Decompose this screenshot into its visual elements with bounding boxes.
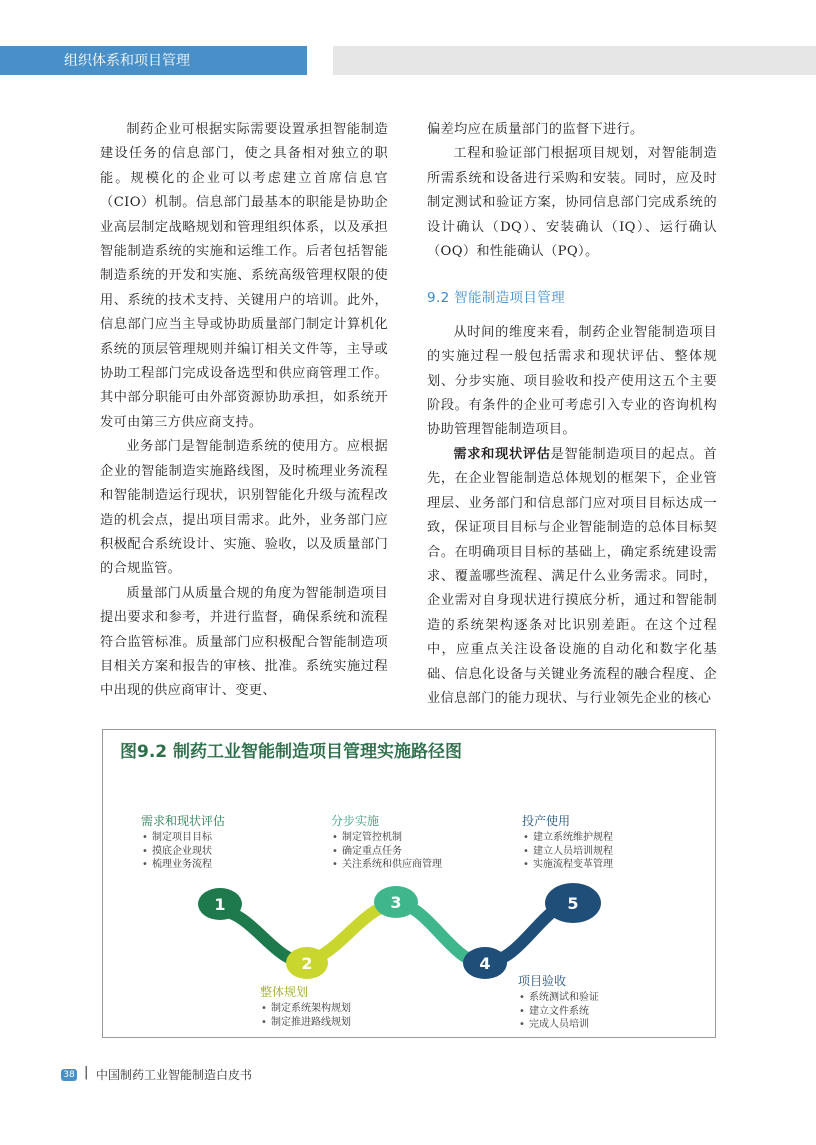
stage-marker-1	[198, 888, 242, 920]
stage-marker-5	[545, 883, 601, 923]
footer-book-title: 中国制药工业智能制造白皮书	[96, 1068, 253, 1082]
stage-marker-3	[374, 886, 418, 918]
stage-1-block	[141, 813, 225, 872]
header-title: 组织体系和项目管理	[64, 53, 190, 69]
left-paragraph-2: 业务部门是智能制造系统的使用方。应根据企业的智能制造实施路线图，及时梳理业务流程和智能制造运行现状，识别智能化升级与流程改造的机会点，提出项目需求。此外，业务部门应积极配合系统设计、实施、验收，以及质量部门的合规监管。	[100, 439, 388, 577]
roadmap-path	[102, 729, 716, 1038]
stage-5-item: • 建立人员培训规程	[522, 845, 613, 859]
right-column	[427, 118, 717, 711]
stage-1-title: 需求和现状评估	[141, 814, 226, 828]
stage-1-item: • 摸底企业现状	[141, 845, 225, 859]
stage-number-3: 3	[390, 893, 402, 912]
stage-2-item: • 制定系统架构规划	[260, 1002, 351, 1016]
header-gray-bar	[333, 46, 816, 75]
stage-4-block	[518, 973, 599, 1032]
right-paragraph-3	[427, 443, 717, 711]
stage-4-item: • 完成人员培训	[518, 1018, 599, 1032]
stage-5-title: 投产使用	[522, 814, 571, 828]
stage-5-item: • 实施流程变革管理	[522, 858, 613, 872]
stage-3-item: • 确定重点任务	[331, 845, 442, 859]
left-paragraph-1: 制药企业可根据实际需要设置承担智能制造建设任务的信息部门，使之具备相对独立的职能。规模化的企业可以考虑建立首席信息官（CIO）机制。信息部门最基本的职能是协助企业高层制定战略规划和管理组织体系，以及承担智能制造系统的实施和运维工作。后者包括智能制造系统的开发和实施、系统高级管理权限的使用、系统的技术支持、关键用户的培训。此外，信息部门应当主导或协助质量部门制定计算机化系统的顶层管理规则并编订相关文件等，主导或协助工程部门完成设备选型和供应商管理工作。其中部分职能可由外部资源协助承担，如系统开发可由第三方供应商支持。	[100, 122, 388, 430]
stage-2-title: 整体规划	[260, 985, 309, 999]
stage-4-title: 项目验收	[518, 974, 567, 988]
stage-4-list	[518, 991, 599, 1032]
stage-number-5: 5	[567, 894, 579, 913]
stage-3-title: 分步实施	[331, 814, 380, 828]
page-number-badge: 38	[61, 1069, 77, 1081]
stage-number-1: 1	[214, 895, 226, 914]
stage-3-item: • 关注系统和供应商管理	[331, 858, 442, 872]
stage-3-item: • 制定管控机制	[331, 831, 442, 845]
stage-3-block	[331, 813, 442, 872]
section-heading: 9.2 智能制造项目管理	[427, 290, 565, 307]
right-paragraph-2: 从时间的维度来看，制药企业智能制造项目的实施过程一般包括需求和现状评估、整体规划、分步实施、项目验收和投产使用这五个主要阶段。有条件的企业可考虑引入专业的咨询机构协助管理智能制造项目。	[427, 324, 717, 438]
left-paragraph-3: 质量部门从质量合规的角度为智能制造项目提出要求和参考，并进行监督，确保系统和流程符合监管标准。质量部门应积极配合智能制造项目相关方案和报告的审核、批准。系统实施过程中出现的供应商审计、变更、	[100, 585, 388, 699]
stage-1-item: • 梳理业务流程	[141, 858, 225, 872]
stage-number-2: 2	[301, 954, 313, 973]
right-paragraph-3-text: 是智能制造项目的起点。首先，在企业智能制造总体规划的框架下，企业管理层、业务部门和信息部门应对项目目标达成一致，保证项目目标与企业智能制造的总体目标契合。在明确项目目标的基础上，确定系统建设需求、覆盖哪些流程、满足什么业务需求。同时，企业需对自身现状进行摸底分析，通过和智能制造的系统架构逐条对比识别差距。在这个过程中，应重点关注设备设施的自动化和数字化基础、信息化设备与关键业务流程的融合程度、企业信息部门的能力现状、与行业领先企业的核心	[427, 446, 717, 706]
stage-2-list	[260, 1002, 351, 1029]
stage-4-item: • 系统测试和验证	[518, 991, 599, 1005]
stage-marker-2	[286, 947, 328, 979]
stage-3-list	[331, 831, 442, 872]
right-paragraph-1: 工程和验证部门根据项目规划，对智能制造所需系统和设备进行采购和安装。同时，应及时制定测试和验证方案，协同信息部门完成系统的设计确认（DQ）、安装确认（IQ）、运行确认（OQ）和性能确认（PQ）。	[427, 146, 717, 260]
stage-5-list	[522, 831, 613, 872]
left-column	[100, 118, 388, 704]
stage-1-item: • 制定项目目标	[141, 831, 225, 845]
stage-5-block	[522, 813, 613, 872]
right-paragraph-0: 偏差均应在质量部门的监督下进行。	[427, 122, 644, 137]
figure-title: 图9.2 制药工业智能制造项目管理实施路径图	[120, 742, 463, 762]
stage-2-item: • 制定推进路线规划	[260, 1016, 351, 1030]
stage-5-item: • 建立系统维护规程	[522, 831, 613, 845]
stage-1-list	[141, 831, 225, 872]
stage-marker-4	[463, 947, 507, 979]
stage-number-4: 4	[479, 954, 491, 973]
stage-2-block	[260, 984, 351, 1029]
footer-separator: |	[84, 1065, 89, 1080]
emphasis-term: 需求和现状评估	[453, 446, 551, 462]
stage-4-item: • 建立文件系统	[518, 1005, 599, 1019]
